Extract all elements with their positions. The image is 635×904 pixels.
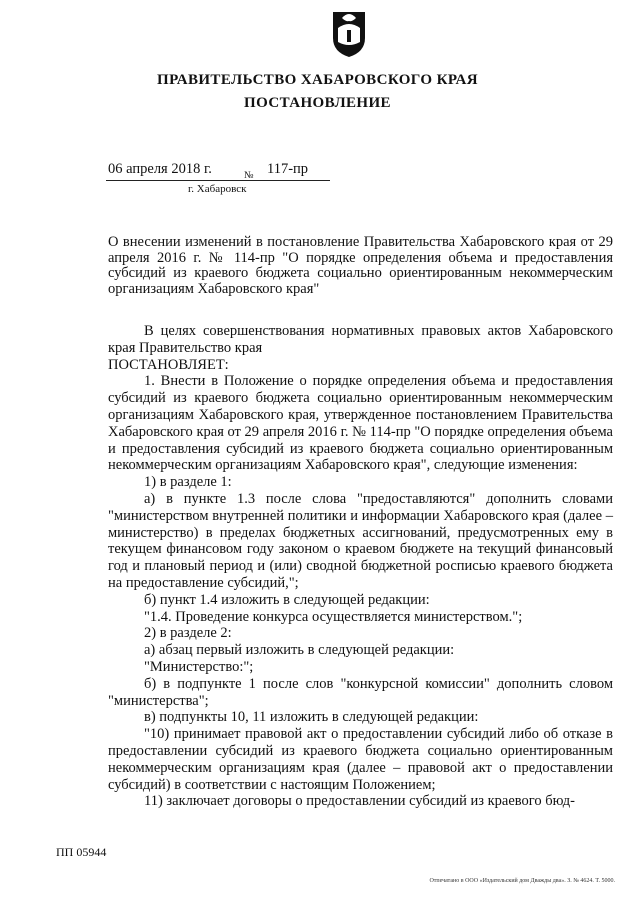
paragraph: в) подпункты 10, 11 изложить в следующей редакции:	[144, 709, 479, 726]
document-type: ПОСТАНОВЛЕНИЕ	[244, 95, 391, 111]
number-label: №	[244, 170, 254, 181]
paragraph: 1. Внести в Положение о порядке определения объема и предоставления субсидий из краевого бюджета социально ориентированным некоммерческим организациям Хабаровского края, утвержденное постановлением Правительства Хабаровского края от 29 апреля 2016 г. № 114-пр "О порядке определения объема и предоставления субсидий из краевого бюджета социально ориентированным некоммерческим организациям Хабаровского края", следующие изменения:	[108, 373, 613, 474]
paragraph: а) абзац первый изложить в следующей редакции:	[144, 642, 455, 659]
paragraph: 1) в разделе 1:	[144, 474, 232, 491]
organization-title: ПРАВИТЕЛЬСТВО ХАБАРОВСКОГО КРАЯ	[157, 72, 478, 88]
paragraph: В целях совершенствования нормативных правовых актов Хабаровского края Правительство края	[108, 323, 613, 356]
paragraph: "Министерство:";	[144, 658, 254, 675]
coat-of-arms-emblem	[330, 8, 368, 58]
paragraph: "1.4. Проведение конкурса осуществляется министерством.";	[144, 608, 523, 625]
paragraph: 11) заключает договоры о предоставлении субсидий из краевого бюд-	[144, 793, 575, 810]
document-title: О внесении изменений в постановление Правительства Хабаровского края от 29 апреля 2016 г. № 114-пр "О порядке определения объема и предоставления субсидий из краевого бюджета социально ориентированным некоммерческим организациям Хабаровского края"	[108, 234, 613, 297]
paragraph: б) в подпункте 1 после слов "конкурсной комиссии" дополнить словом "министерства";	[108, 675, 613, 709]
document-date: 06 апреля 2018 г.	[108, 161, 212, 177]
paragraph: 2) в разделе 2:	[144, 625, 232, 642]
paragraph: ПОСТАНОВЛЯЕТ:	[108, 356, 229, 373]
printer-imprint: Отпечатано в ООО «Издательский дом Дважды два». З. № 4624. Т. 5000.	[429, 878, 615, 884]
city-label: г. Хабаровск	[188, 183, 247, 195]
paragraph: а) в пункте 1.3 после слова "предоставляются" дополнить словами "министерством внутренней политики и информации Хабаровского края (далее – министерство) в пределах бюджетных ассигнований, предусмотренных ему в текущем финансовом году законом о краевом бюджете на текущий финансовый год и плановый период и (или) сводной бюджетной росписью краевого бюджета на предоставление субсидий,";	[108, 490, 613, 591]
document-body	[108, 323, 613, 810]
document-code: ПП 05944	[56, 845, 107, 859]
date-number-underline	[106, 180, 330, 181]
paragraph: б) пункт 1.4 изложить в следующей редакции:	[144, 591, 430, 608]
document-number: 117-пр	[267, 161, 309, 177]
paragraph: "10) принимает правовой акт о предоставлении субсидий либо об отказе в предоставлении субсидий из краевого бюджета социально ориентированным некоммерческим организациям края (далее – правовой акт о предоставлении субсидий) в соответствии с настоящим Положением;	[108, 726, 613, 793]
